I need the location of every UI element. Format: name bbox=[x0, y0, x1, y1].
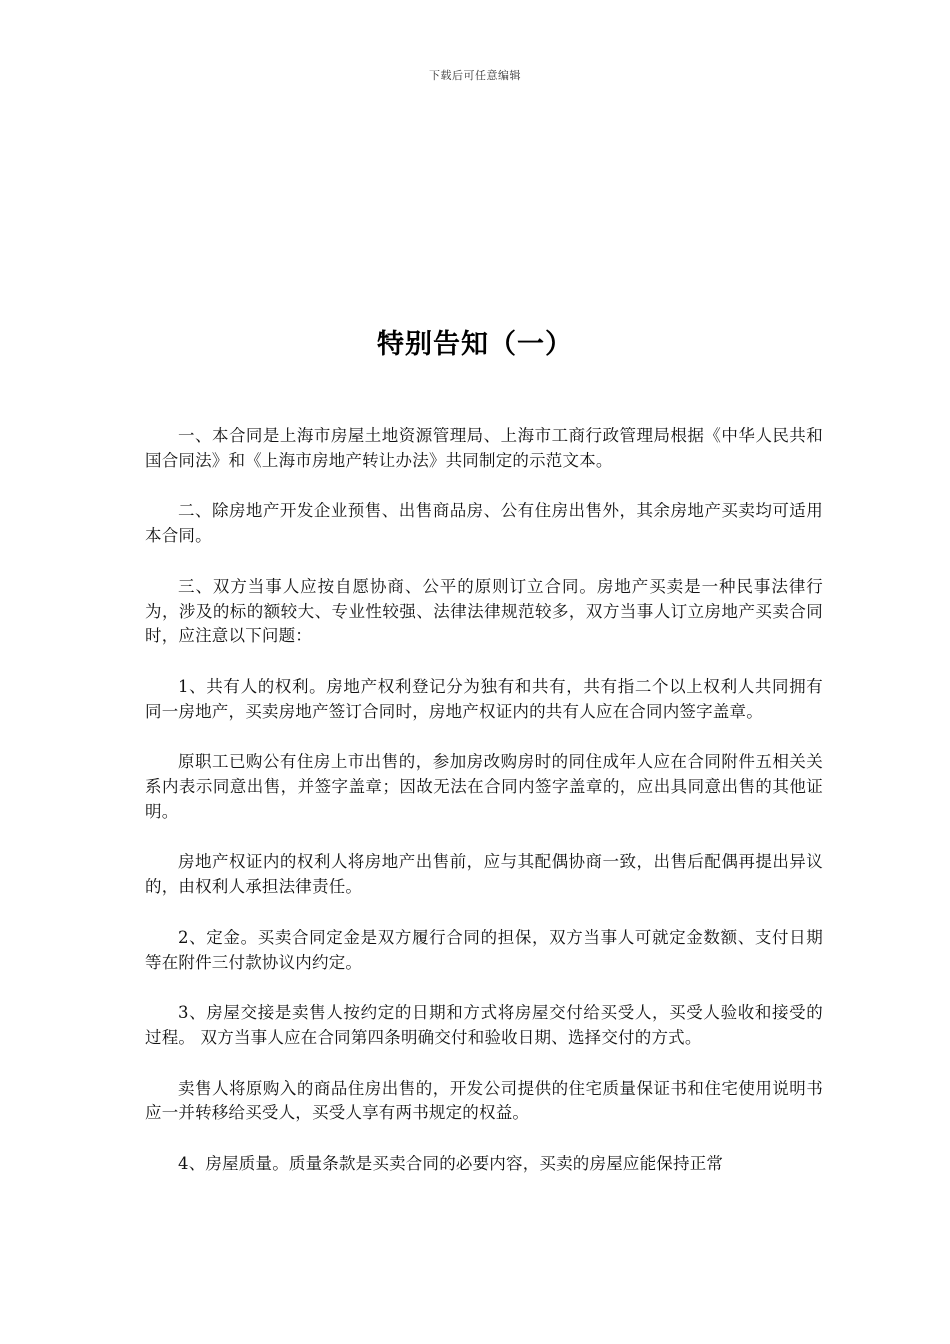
paragraph: 一、本合同是上海市房屋土地资源管理局、上海市工商行政管理局根据《中华人民共和国合同法》和《上海市房地产转让办法》共同制定的示范文本。 bbox=[145, 426, 823, 470]
paragraph: 三、双方当事人应按自愿协商、公平的原则订立合同。房地产买卖是一种民事法律行为，涉及的标的额较大、专业性较强、法律法律规范较多，双方当事人订立房地产买卖合同时，应注意以下问题： bbox=[145, 576, 823, 646]
document-title: 特别告知（一） bbox=[377, 329, 573, 360]
paragraph: 3、房屋交接是卖售人按约定的日期和方式将房屋交付给买受人，买受人验收和接受的过程。 双方当事人应在合同第四条明确交付和验收日期、选择交付的方式。 bbox=[145, 1003, 823, 1047]
paragraph: 4、房屋质量。质量条款是买卖合同的必要内容，买卖的房屋应能保持正常 bbox=[178, 1154, 724, 1174]
document-body bbox=[145, 424, 823, 1203]
paragraph: 卖售人将原购入的商品住房出售的，开发公司提供的住宅质量保证书和住宅使用说明书应一并转移给买受人，买受人享有两书规定的权益。 bbox=[145, 1078, 823, 1123]
paragraph: 二、除房地产开发企业预售、出售商品房、公有住房出售外，其余房地产买卖均可适用本合同。 bbox=[145, 501, 823, 546]
paragraph: 原职工已购公有住房上市出售的，参加房改购房时的同住成年人应在合同附件五相关关系内表示同意出售，并签字盖章；因故无法在合同内签字盖章的，应出具同意出售的其他证明。 bbox=[145, 752, 823, 821]
paragraph: 1、共有人的权利。房地产权利登记分为独有和共有，共有指二个以上权利人共同拥有同一房地产，买卖房地产签订合同时，房地产权证内的共有人应在合同内签字盖章。 bbox=[145, 676, 823, 721]
header-note: 下载后可任意编辑 bbox=[429, 69, 521, 82]
paragraph: 房地产权证内的权利人将房地产出售前，应与其配偶协商一致，出售后配偶再提出异议的，由权利人承担法律责任。 bbox=[145, 852, 823, 897]
paragraph: 2、定金。买卖合同定金是双方履行合同的担保，双方当事人可就定金数额、支付日期等在附件三付款协议内约定。 bbox=[145, 927, 823, 972]
